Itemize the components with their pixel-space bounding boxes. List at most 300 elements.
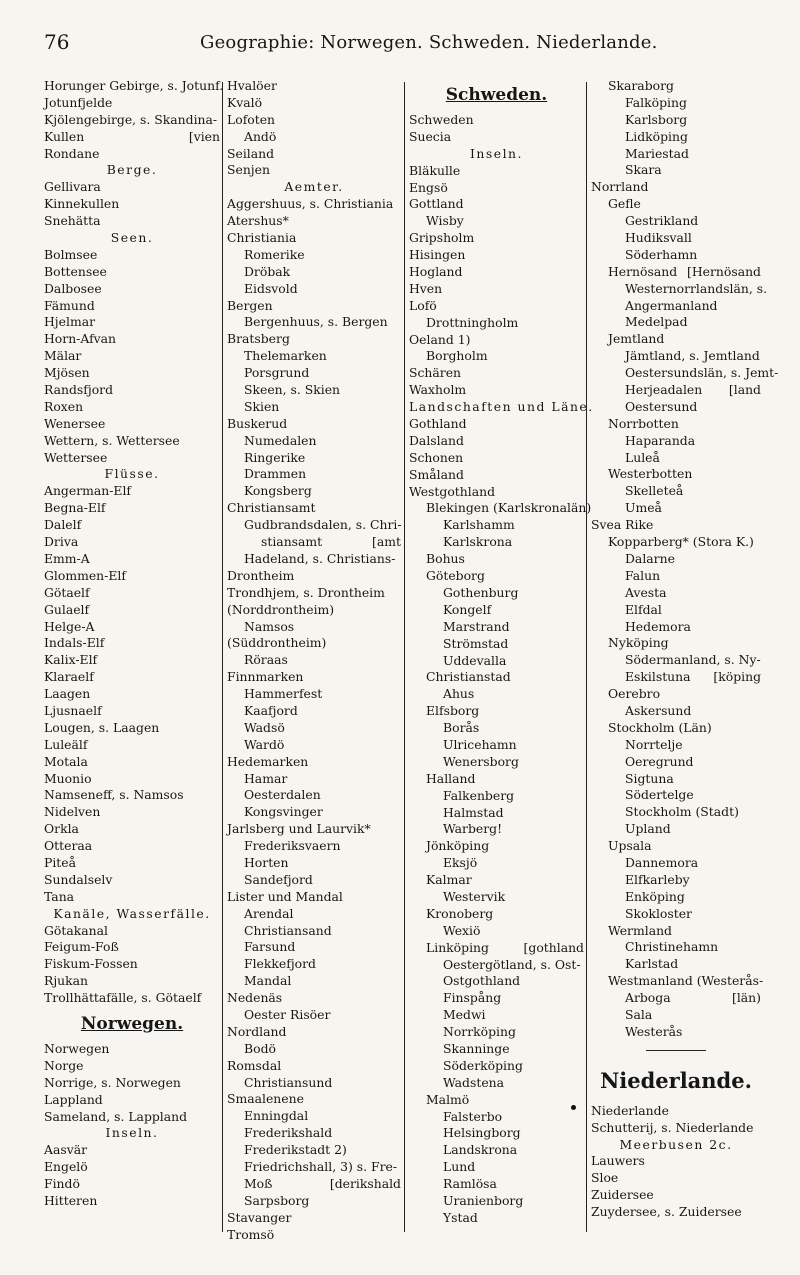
entry-text: Ulricehamn xyxy=(443,736,517,752)
entry-text: Hudiksvall xyxy=(625,230,692,246)
entry-text: Atershus* xyxy=(227,213,289,229)
section-heading xyxy=(44,230,220,247)
index-entry xyxy=(409,957,584,974)
index-entry xyxy=(409,1024,584,1041)
index-entry xyxy=(591,1187,761,1204)
index-entry xyxy=(44,517,220,534)
entry-text: Kongsberg xyxy=(244,483,312,499)
index-entry xyxy=(227,196,401,213)
entry-text: Frederikstadt 2) xyxy=(244,1142,347,1158)
index-entry xyxy=(227,1041,401,1058)
entry-text: Mälar xyxy=(44,348,82,364)
index-entry xyxy=(227,517,401,534)
index-entry xyxy=(591,889,761,906)
entry-text: Hitteren xyxy=(44,1193,98,1208)
entry-text: Senjen xyxy=(227,162,270,178)
index-entry xyxy=(409,889,584,906)
entry-text: Karlsborg xyxy=(625,111,688,127)
entry-text: Enningdal xyxy=(244,1108,309,1124)
entry-text: Falkenberg xyxy=(443,787,515,803)
index-entry xyxy=(409,771,584,788)
index-entry xyxy=(409,1109,584,1126)
index-entry xyxy=(44,754,220,771)
entry-text: Aasvär xyxy=(44,1142,88,1158)
index-entry xyxy=(409,500,592,517)
index-entry xyxy=(44,281,220,298)
index-entry xyxy=(409,940,584,957)
entry-text: Arboga xyxy=(625,990,671,1006)
index-entry xyxy=(591,703,761,720)
entry-text: Lofoten xyxy=(227,111,276,127)
index-entry xyxy=(409,433,584,450)
entry-text: Gottland xyxy=(409,196,464,212)
entry-text: Driva xyxy=(44,534,79,550)
entry-text: Malmö xyxy=(426,1091,470,1107)
entry-text: Wenersborg xyxy=(443,753,519,769)
entry-text: Marstrand xyxy=(443,618,510,634)
entry-text: Jämtland, s. Jemtland xyxy=(625,348,760,364)
index-entry xyxy=(591,382,761,399)
index-entry xyxy=(591,1170,761,1187)
continuation-text: [derikshald xyxy=(329,1175,401,1191)
index-entry xyxy=(227,889,401,906)
entry-text: Frederiksvaern xyxy=(244,838,341,854)
entry-text: Hamar xyxy=(244,770,288,786)
entry-text: Lund xyxy=(443,1159,476,1175)
entry-text: Schonen xyxy=(409,449,464,465)
entry-text: Numedalen xyxy=(244,432,317,448)
index-entry xyxy=(227,1125,401,1142)
index-entry xyxy=(409,821,584,838)
index-entry xyxy=(227,551,401,568)
index-entry xyxy=(44,247,220,264)
entry-text: Gellivara xyxy=(44,179,101,195)
section-heading xyxy=(44,1125,220,1142)
index-entry xyxy=(227,754,401,771)
entry-text: Findö xyxy=(44,1176,80,1192)
index-entry xyxy=(409,332,584,349)
index-entry xyxy=(591,585,761,602)
index-entry xyxy=(591,872,761,889)
entry-text: Medelpad xyxy=(625,314,688,330)
entry-text: Skelleteå xyxy=(625,483,684,499)
entry-text: Jarlsberg und Laurvik* xyxy=(227,821,371,837)
index-entry xyxy=(409,382,584,399)
index-entry xyxy=(44,669,220,686)
entry-text: Jotunfjelde xyxy=(44,94,113,110)
entry-text: Horunger Gebirge, s. Jotunf. xyxy=(44,78,224,93)
entry-text: Inseln. xyxy=(470,145,523,161)
continuation-text: [köping xyxy=(713,669,761,685)
entry-text: Elfsborg xyxy=(426,703,480,719)
index-entry xyxy=(409,315,584,332)
entry-text: Helsingborg xyxy=(443,1125,521,1141)
entry-text: Norrland xyxy=(591,179,649,195)
index-entry xyxy=(44,331,220,348)
entry-text: Nordland xyxy=(227,1023,287,1039)
entry-text: Luleälf xyxy=(44,736,88,752)
entry-text: Strömstad xyxy=(443,635,509,651)
entry-text: Bergen xyxy=(227,297,273,313)
entry-text: Arendal xyxy=(244,905,294,921)
index-entry xyxy=(44,855,220,872)
entry-text: Wenersee xyxy=(44,415,106,431)
index-entry xyxy=(44,264,220,281)
index-entry xyxy=(591,534,761,551)
entry-text: Christiansamt xyxy=(227,500,316,516)
entry-text: Rondane xyxy=(44,145,100,161)
entry-text: Christianstad xyxy=(426,669,511,685)
index-entry xyxy=(227,112,401,129)
index-entry xyxy=(227,146,401,163)
index-entry xyxy=(44,1159,220,1176)
entry-text: Borgholm xyxy=(426,348,488,364)
index-entry xyxy=(227,1007,401,1024)
index-entry xyxy=(227,95,401,112)
entry-text: Orkla xyxy=(44,821,79,837)
entry-text: Oester Risöer xyxy=(244,1006,331,1022)
index-entry xyxy=(44,821,220,838)
index-entry xyxy=(409,585,584,602)
index-entry xyxy=(409,1058,584,1075)
entry-text: Christiansand xyxy=(244,922,332,938)
index-entry xyxy=(409,281,584,298)
index-entry xyxy=(409,906,584,923)
entry-text: Porsgrund xyxy=(244,365,310,381)
entry-text: Dalsland xyxy=(409,432,464,448)
index-entry xyxy=(591,568,761,585)
entry-text: Suecia xyxy=(409,128,452,144)
entry-text: Dalarne xyxy=(625,550,675,566)
continuation-text: [vien xyxy=(188,128,220,144)
index-entry xyxy=(227,298,401,315)
index-entry xyxy=(409,196,584,213)
index-entry xyxy=(409,551,584,568)
entry-text: Ramlösa xyxy=(443,1176,497,1192)
entry-text: Luleå xyxy=(625,449,660,465)
index-entry xyxy=(591,652,761,669)
index-entry xyxy=(591,483,761,500)
index-entry xyxy=(44,635,220,652)
entry-text: Westgothland xyxy=(409,483,496,499)
entry-text: Kaafjord xyxy=(244,702,298,718)
index-entry xyxy=(409,720,584,737)
index-entry xyxy=(227,500,401,517)
entry-text: Gothenburg xyxy=(443,584,519,600)
index-entry xyxy=(227,652,401,669)
entry-text: Medwi xyxy=(443,1007,486,1023)
index-entry xyxy=(409,872,584,889)
index-entry xyxy=(409,636,584,653)
entry-text: Horten xyxy=(244,854,289,870)
entry-text: Buskerud xyxy=(227,415,288,431)
index-entry xyxy=(227,703,401,720)
entry-text: Södermanland, s. Ny- xyxy=(625,652,761,668)
entry-text: Eksjö xyxy=(443,855,478,871)
entry-text: Helge-A xyxy=(44,618,95,634)
index-entry xyxy=(227,1193,401,1210)
section-heading xyxy=(44,906,220,923)
index-entry xyxy=(227,331,401,348)
index-entry xyxy=(227,78,401,95)
entry-text: Kongsvinger xyxy=(244,804,323,820)
index-entry xyxy=(409,1075,584,1092)
entry-text: Angerman-Elf xyxy=(44,483,132,499)
index-entry xyxy=(227,619,401,636)
entry-text: Kvalö xyxy=(227,94,263,110)
index-entry xyxy=(227,568,401,585)
entry-text: Avesta xyxy=(625,584,667,600)
index-entry xyxy=(44,889,220,906)
index-entry xyxy=(44,1142,220,1159)
index-entry xyxy=(409,467,584,484)
index-entry xyxy=(409,230,584,247)
entry-text: Fiskum-Fossen xyxy=(44,956,138,972)
index-entry xyxy=(591,179,761,196)
entry-text: Oestersund xyxy=(625,398,698,414)
entry-text: Niederlande. xyxy=(600,1067,752,1093)
entry-text: Dalelf xyxy=(44,517,82,533)
index-entry xyxy=(591,1153,761,1170)
continuation-text: [amt xyxy=(372,534,401,550)
entry-text: Norge xyxy=(44,1057,84,1073)
entry-text: Kullen xyxy=(44,128,85,144)
entry-text: Begna-Elf xyxy=(44,500,106,516)
entry-text: Westervik xyxy=(443,888,506,904)
entry-text: Mandal xyxy=(244,973,292,989)
entry-text: Kopparberg* (Stora K.) xyxy=(608,534,754,550)
index-entry xyxy=(409,1092,584,1109)
entry-text: Romerike xyxy=(244,246,305,262)
entry-text: Drontheim xyxy=(227,567,295,583)
index-entry xyxy=(44,95,220,112)
index-entry xyxy=(591,416,761,433)
index-entry xyxy=(591,280,768,298)
index-entry xyxy=(44,872,220,889)
index-entry xyxy=(409,1193,584,1210)
index-entry xyxy=(44,787,220,804)
entry-text: Randsfjord xyxy=(44,382,114,398)
entry-text: Finnmarken xyxy=(227,669,304,685)
index-entry xyxy=(227,1176,401,1193)
entry-text: Oestersundslän, s. Jemt- xyxy=(625,365,779,381)
entry-text: Sameland, s. Lappland xyxy=(44,1108,188,1124)
index-entry xyxy=(227,855,401,872)
entry-text: Seiland xyxy=(227,145,275,161)
entry-text: Indals-Elf xyxy=(44,635,105,651)
entry-text: Aggershuus, s. Christiania xyxy=(227,196,394,212)
index-entry xyxy=(44,500,220,517)
index-entry xyxy=(591,855,761,872)
entry-text: Lidköping xyxy=(625,128,688,144)
index-entry xyxy=(409,1210,584,1227)
entry-text: Christiansund xyxy=(244,1074,333,1090)
index-entry xyxy=(591,1024,761,1041)
entry-text: Lappland xyxy=(44,1091,103,1107)
entry-text: Angermanland xyxy=(625,297,718,313)
index-entry xyxy=(44,804,220,821)
section-heading xyxy=(44,466,220,483)
entry-text: Sigtuna xyxy=(625,770,674,786)
index-entry xyxy=(591,771,761,788)
index-entry xyxy=(227,1091,401,1108)
index-entry xyxy=(44,129,220,146)
entry-text: Uddevalla xyxy=(443,652,507,668)
continuation-text: [län) xyxy=(732,990,761,1006)
index-entry xyxy=(409,1176,584,1193)
print-dot xyxy=(571,1105,576,1110)
index-entry xyxy=(44,652,220,669)
index-entry xyxy=(227,399,401,416)
entry-text: Småland xyxy=(409,466,464,482)
index-entry xyxy=(44,686,220,703)
index-entry xyxy=(227,956,401,973)
index-entry xyxy=(227,365,401,382)
entry-text: Mjösen xyxy=(44,365,90,381)
entry-text: Eidsvold xyxy=(244,280,298,296)
index-entry xyxy=(591,1103,761,1120)
section-heading xyxy=(591,1137,761,1154)
index-entry xyxy=(409,534,584,551)
entry-text: Rjukan xyxy=(44,973,89,989)
entry-text: Engsö xyxy=(409,179,448,195)
index-entry xyxy=(227,1024,401,1041)
entry-text: Ostgothland xyxy=(443,973,521,989)
section-heading xyxy=(44,162,220,179)
index-entry xyxy=(44,1092,220,1109)
index-entry xyxy=(591,78,761,95)
index-entry xyxy=(409,754,584,771)
index-entry xyxy=(409,990,584,1007)
entry-text: Oerebro xyxy=(608,686,661,702)
index-entry xyxy=(44,1193,220,1210)
index-entry xyxy=(409,247,584,264)
index-entry xyxy=(227,264,401,281)
entry-text: Kjölengebirge, s. Skandina- xyxy=(44,111,218,127)
entry-text: Halmstad xyxy=(443,804,504,820)
continuation-text: [land xyxy=(728,382,761,398)
index-entry xyxy=(44,1109,220,1126)
index-entry xyxy=(227,1142,401,1159)
entry-text: Trondhjem, s. Drontheim xyxy=(227,584,385,600)
index-entry xyxy=(44,179,220,196)
index-entry xyxy=(591,365,779,382)
entry-text: Flüsse. xyxy=(104,466,160,482)
index-entry xyxy=(409,653,584,670)
index-entry xyxy=(44,956,220,973)
index-entry xyxy=(44,450,220,467)
entry-text: Wettern, s. Wettersee xyxy=(44,432,180,448)
entry-text: Hammerfest xyxy=(244,686,323,702)
entry-text: Flekkefjord xyxy=(244,956,316,972)
entry-text: Sarpsborg xyxy=(244,1192,310,1208)
index-entry xyxy=(44,838,220,855)
entry-text: Niederlande xyxy=(591,1102,669,1118)
index-entry xyxy=(591,956,761,973)
index-entry xyxy=(409,1041,584,1058)
entry-text: Tromsö xyxy=(227,1226,275,1242)
index-entry xyxy=(44,771,220,788)
page-number: 76 xyxy=(44,30,70,54)
index-entry xyxy=(591,1120,761,1137)
index-entry xyxy=(227,281,401,298)
index-entry xyxy=(591,686,761,703)
entry-text: Aemter. xyxy=(284,179,344,195)
entry-text: Motala xyxy=(44,753,88,769)
entry-text: Muonio xyxy=(44,770,92,786)
index-entry xyxy=(409,568,584,585)
entry-text: Schweden xyxy=(409,112,474,127)
index-entry xyxy=(591,146,761,163)
index-entry xyxy=(591,602,761,619)
continuation-text: [gothland xyxy=(523,939,584,955)
index-entry xyxy=(44,433,220,450)
entry-text: Trollhättafälle, s. Götaelf xyxy=(44,990,202,1006)
index-entry xyxy=(409,602,584,619)
entry-text: Skanninge xyxy=(443,1040,510,1056)
index-entry xyxy=(409,365,584,382)
entry-text: Hjelmar xyxy=(44,314,96,330)
entry-text: Bodö xyxy=(244,1040,276,1056)
index-entry xyxy=(409,298,584,315)
index-entry xyxy=(44,382,220,399)
entry-text: Hven xyxy=(409,280,443,296)
entry-text: Engelö xyxy=(44,1159,88,1175)
index-entry xyxy=(227,1210,401,1227)
entry-text: Skeen, s. Skien xyxy=(244,382,341,398)
index-entry xyxy=(591,720,761,737)
section-divider xyxy=(591,1041,761,1059)
index-entry xyxy=(591,923,761,940)
index-entry xyxy=(44,551,220,568)
entry-text: Upsala xyxy=(608,838,652,854)
entry-text: Hernösand xyxy=(608,263,678,279)
entry-text: Seen. xyxy=(110,230,154,246)
entry-text: Skara xyxy=(625,162,662,178)
index-entry xyxy=(227,804,401,821)
entry-text: Haparanda xyxy=(625,432,696,448)
index-entry xyxy=(44,416,220,433)
index-entry xyxy=(409,517,584,534)
index-entry xyxy=(409,1125,584,1142)
entry-text: Bratsberg xyxy=(227,331,290,347)
entry-text: Kalmar xyxy=(426,872,472,888)
entry-text: Oestergötland, s. Ost- xyxy=(443,956,581,972)
index-entry xyxy=(44,737,220,754)
index-entry xyxy=(409,669,584,686)
index-entry xyxy=(44,720,220,737)
index-entry xyxy=(409,686,584,703)
index-entry xyxy=(409,923,584,940)
entry-text: Karlstad xyxy=(625,956,679,972)
continuation-text: [Hernösand xyxy=(687,263,761,279)
index-entry xyxy=(591,737,761,754)
index-entry xyxy=(591,450,761,467)
entry-text: Kinnekullen xyxy=(44,196,120,212)
entry-text: Upland xyxy=(625,821,671,837)
index-entry xyxy=(409,1159,584,1176)
index-entry xyxy=(227,990,401,1007)
index-entry xyxy=(44,399,220,416)
index-entry xyxy=(227,669,401,686)
entry-text: stiansamt xyxy=(261,534,323,550)
entry-text: Bolmsee xyxy=(44,246,98,262)
entry-text: Umeå xyxy=(625,500,662,516)
index-entry xyxy=(44,348,220,365)
index-entry xyxy=(591,669,761,686)
entry-text: Södertelge xyxy=(625,787,694,803)
entry-text: Ahus xyxy=(443,686,475,702)
